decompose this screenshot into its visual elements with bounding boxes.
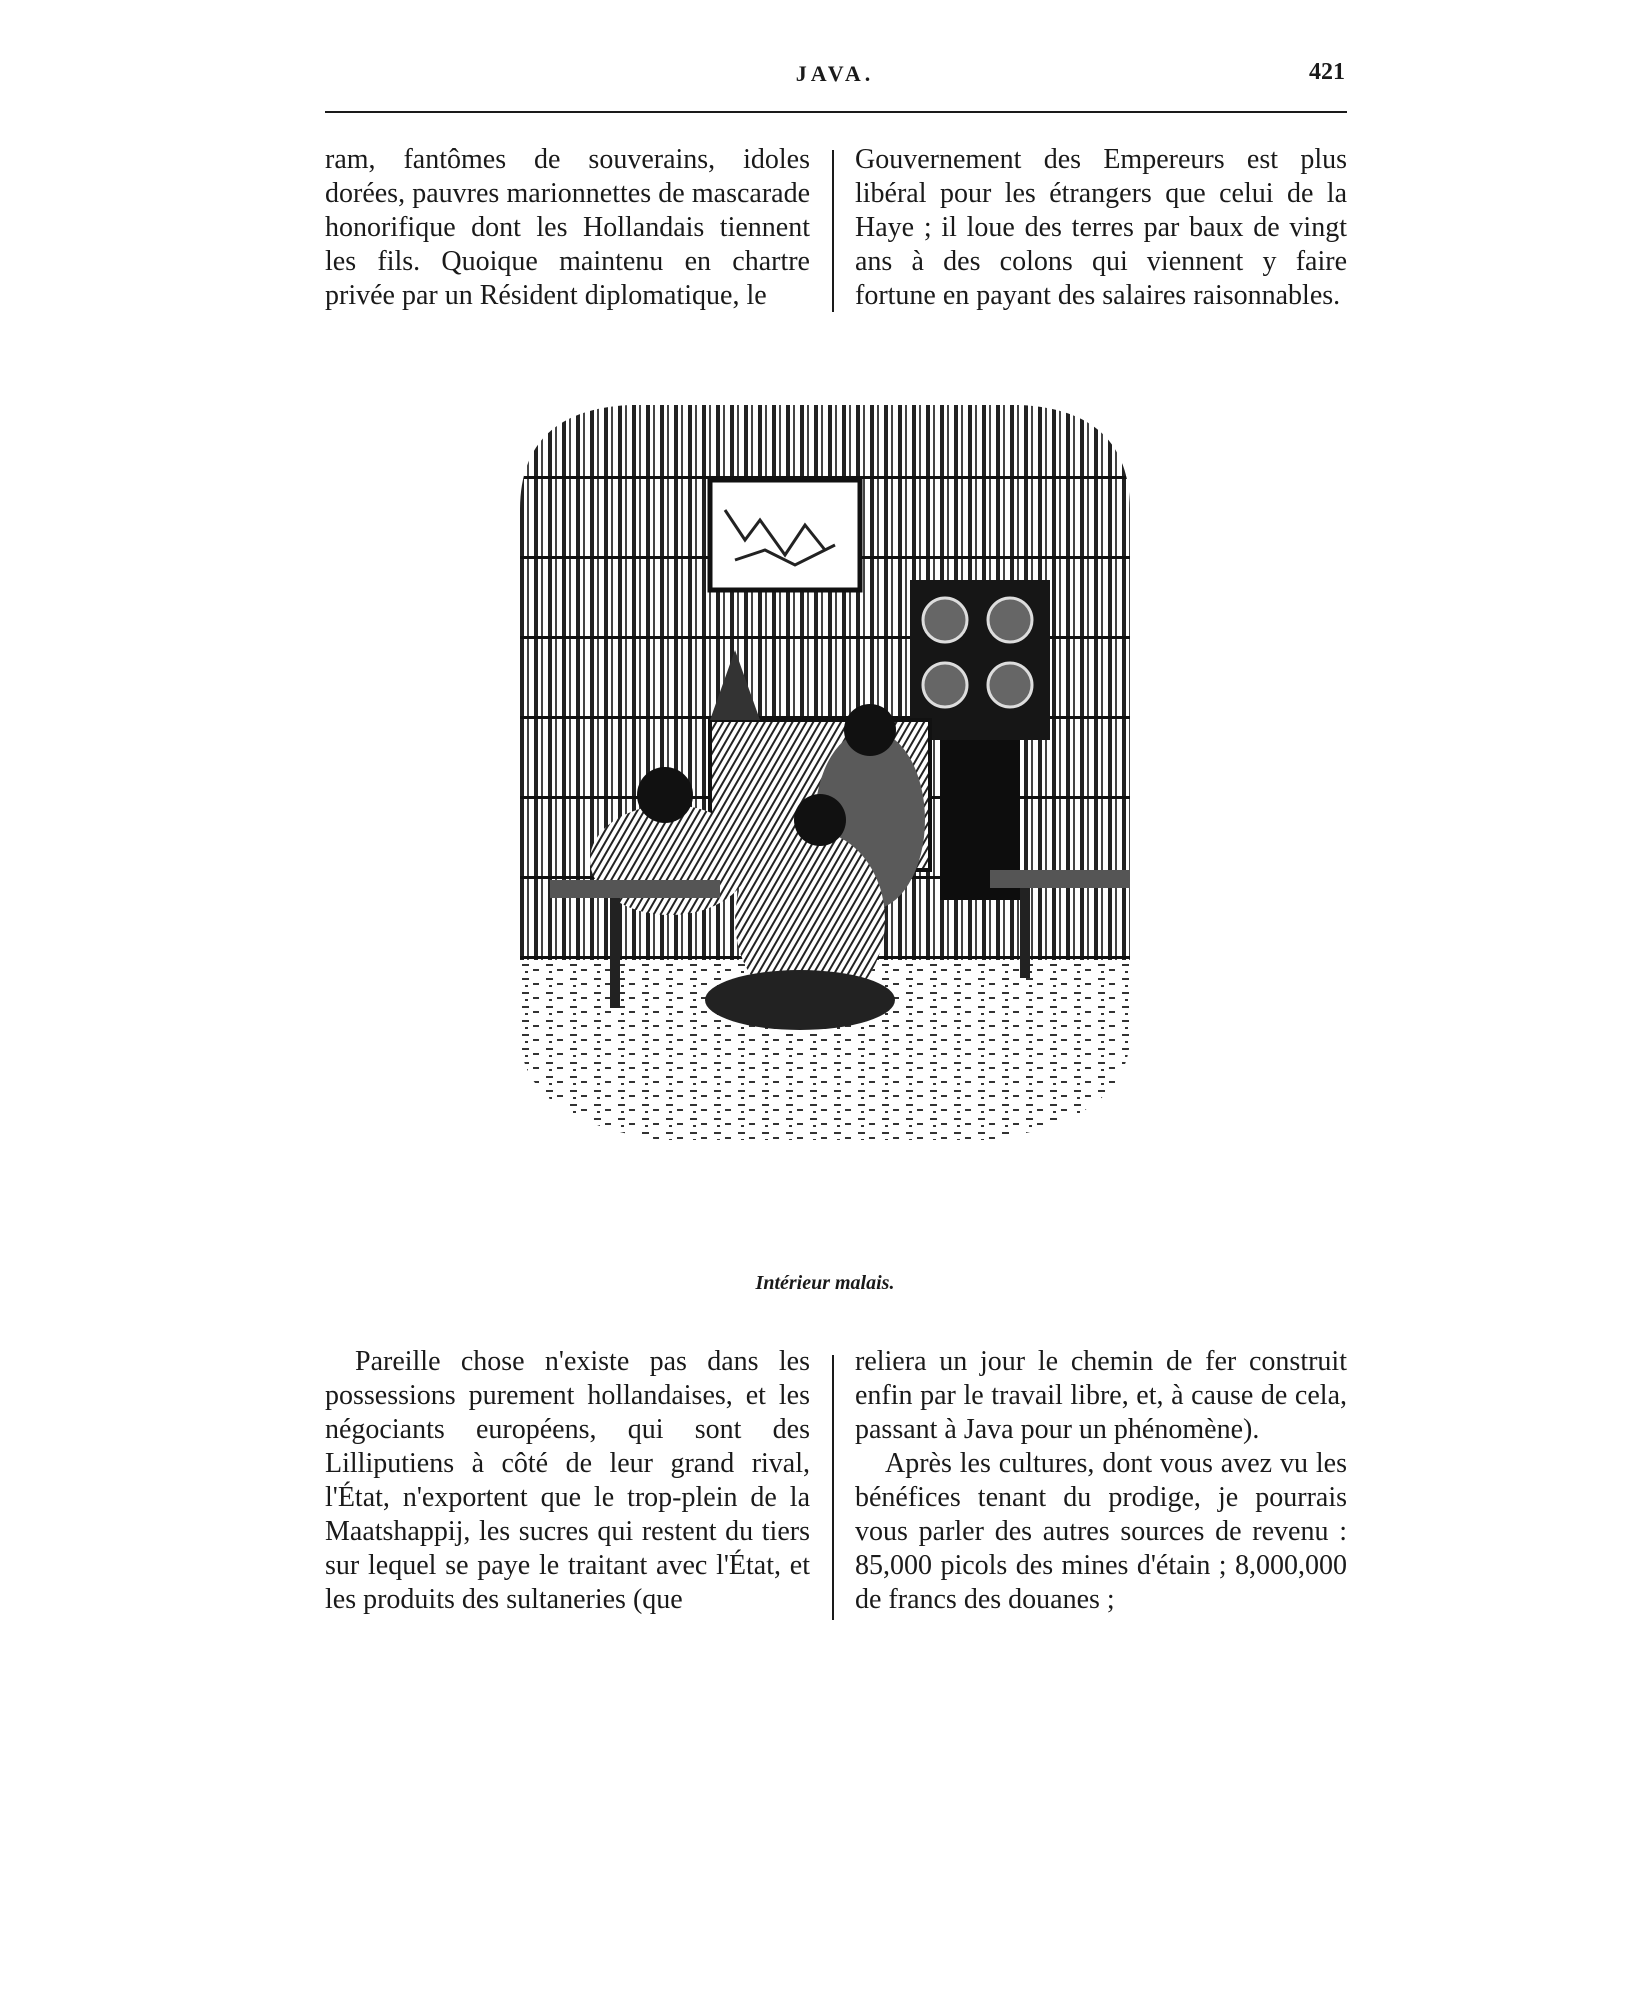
top-left-column — [325, 143, 810, 313]
column-divider — [832, 150, 834, 312]
running-title: JAVA. — [795, 61, 875, 86]
column-divider — [832, 1355, 834, 1620]
paragraph: Gouvernement des Empereurs est plus libéral pour les étrangers que celui de la Haye ; il loue des terres par baux de vingt ans à des colons qui viennent y faire fortune en payant des salaires raisonnables. — [855, 144, 1347, 311]
paragraph: ram, fantômes de souverains, idoles dorées, pauvres marionnettes de mascarade honorifique dont les Hollandais tiennent les fils. Quoique maintenu en chartre privée par un Résident diplomatique, le — [325, 144, 810, 311]
paragraph: Après les cultures, dont vous avez vu les bénéfices tenant du prodige, je pourrais vous parler des autres sources de revenu : 85,000 picols des mines d'étain ; 8,000,000 de francs des douanes ; — [855, 1448, 1347, 1615]
header-rule — [325, 111, 1347, 113]
paragraph: reliera un jour le chemin de fer construit enfin par le travail libre, et, à cause de cela, passant à Java pour un phénomène). — [855, 1346, 1347, 1445]
bottom-left-column — [325, 1345, 810, 1617]
paragraph: Pareille chose n'existe pas dans les possessions purement hollandaises, et les négociants européens, qui sont des Lilliputiens à côté de leur grand rival, l'État, n'exportent que le trop-plein de la Maatshappij, les sucres qui restent du tiers sur lequel se paye le traitant avec l'État, et les produits des sultaneries (que — [325, 1346, 810, 1615]
engraving-malay-interior — [520, 400, 1130, 1250]
figure-caption: Intérieur malais. — [755, 1272, 895, 1294]
bottom-right-column — [855, 1345, 1347, 1617]
page-number: 421 — [1309, 59, 1345, 85]
page-header — [325, 55, 1345, 95]
top-right-column — [855, 143, 1347, 313]
